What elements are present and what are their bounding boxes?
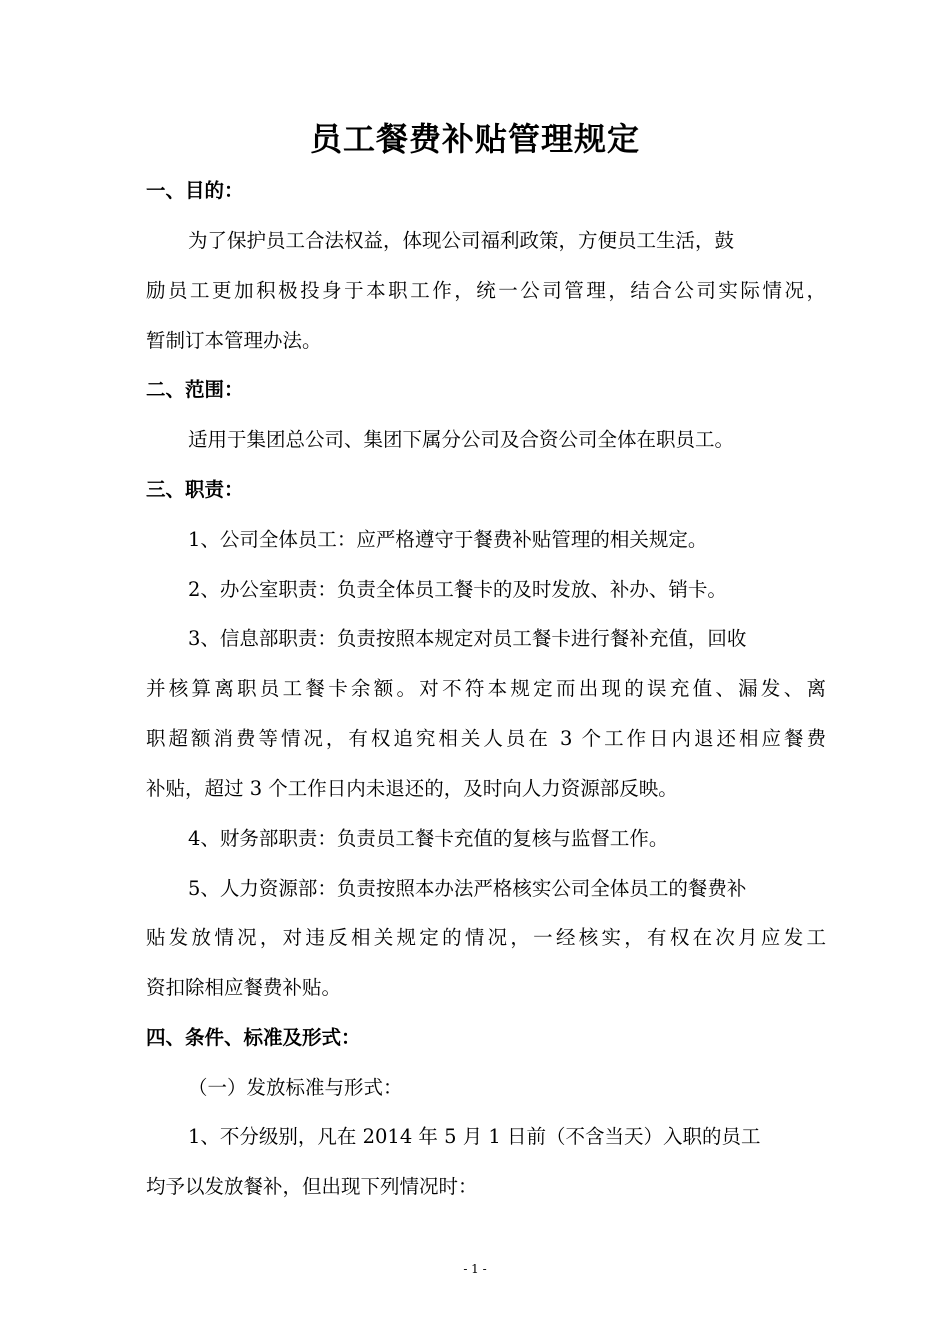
section-heading-purpose: 一、目的： — [146, 179, 244, 202]
paragraph-line: 3、信息部职责：负责按照本规定对员工餐卡进行餐补充值，回收 — [188, 627, 747, 650]
paragraph-line: 并核算离职员工餐卡余额。对不符本规定而出现的误充值、漏发、离 — [146, 677, 826, 700]
document-title: 员工餐费补贴管理规定 — [309, 120, 640, 158]
section-heading-conditions: 四、条件、标准及形式： — [146, 1026, 361, 1049]
paragraph-line: 励员工更加积极投身于本职工作，统一公司管理，结合公司实际情况， — [146, 279, 826, 302]
section-heading-scope: 二、范围： — [146, 378, 244, 401]
subsection-heading: （一）发放标准与形式： — [188, 1076, 403, 1099]
paragraph-line: 职超额消费等情况，有权追究相关人员在 3 个工作日内退还相应餐费 — [146, 727, 826, 750]
section-heading-duties: 三、职责： — [146, 478, 244, 501]
paragraph-line: 暂制订本管理办法。 — [146, 329, 322, 352]
paragraph-line: 补贴，超过 3 个工作日内未退还的，及时向人力资源部反映。 — [146, 777, 678, 800]
paragraph-line: 5、人力资源部：负责按照本办法严格核实公司全体员工的餐费补 — [188, 877, 747, 900]
paragraph-line: 均予以发放餐补，但出现下列情况时： — [146, 1175, 478, 1198]
paragraph-line: 1、不分级别，凡在 2014 年 5 月 1 日前（不含当天）入职的员工 — [188, 1125, 761, 1148]
paragraph-line: 为了保护员工合法权益，体现公司福利政策，方便员工生活，鼓 — [188, 229, 735, 252]
paragraph-line: 贴发放情况，对违反相关规定的情况，一经核实，有权在次月应发工 — [146, 926, 826, 949]
paragraph-line: 资扣除相应餐费补贴。 — [146, 976, 342, 999]
paragraph-line: 适用于集团总公司、集团下属分公司及合资公司全体在职员工。 — [188, 428, 735, 451]
paragraph-line: 1、公司全体员工：应严格遵守于餐费补贴管理的相关规定。 — [188, 528, 708, 551]
paragraph-line: 2、办公室职责：负责全体员工餐卡的及时发放、补办、销卡。 — [188, 578, 727, 601]
page-number: - 1 - — [463, 1262, 487, 1276]
paragraph-line: 4、财务部职责：负责员工餐卡充值的复核与监督工作。 — [188, 827, 669, 850]
